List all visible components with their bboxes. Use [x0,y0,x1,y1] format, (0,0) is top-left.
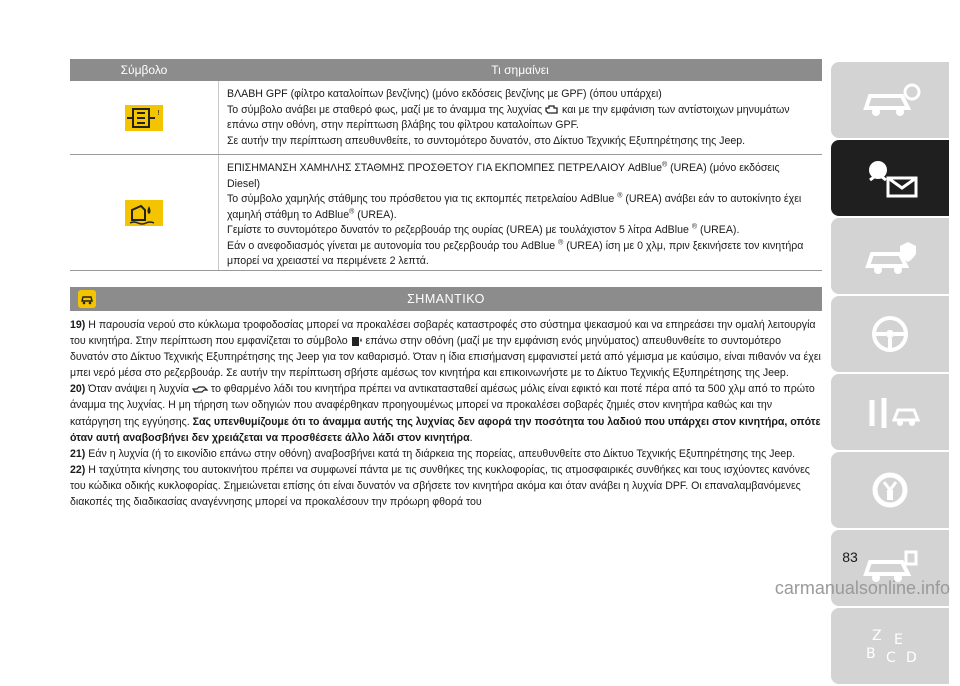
important-header [70,287,822,311]
car-safety-icon [858,234,922,278]
svg-text:D: D [906,650,917,666]
gpf-description: Το σύμβολο ανάβει με σταθερό φως, μαζί με το άναμμα της λυχνίας και με την εμφάνιση των αντίστοιχων μηνυμάτων επάνω στην οθόνη, στην περίπτωση βλάβης του φίλτρου καταλοίπων GPF. [227,103,790,131]
symbol-cell [70,155,219,270]
gpf-filter-icon [123,103,165,133]
oil-lamp-icon [192,385,208,394]
nav-tab-driving[interactable] [831,296,949,372]
adblue-refill: Γεμίστε το συντομότερο δυνατόν το ρεζερβουάρ της ουρίας (UREA) με τουλάχιστον 5 λίτρα AdBlue ® (UREA). [227,223,740,236]
symbol-cell [70,81,219,154]
nav-tab-safety[interactable] [831,218,949,294]
note-19: 19) Η παρουσία νερού στο κύκλωμα τροφοδοσίας μπορεί να προκαλέσει σοβαρές καταστροφές στο σύστημα ψεκασμού και να επηρεάσει την ομαλή λειτουργία του κινητήρα. Στην περίπτωση που εμφανίζεται το σύμβολο επάνω στην οθόνη (μαζί με την εμφάνιση ενός μηνύματος) απευθυνθείτε το συντομότερο δυνατόν στο Δίκτυο Τεχνικής Εξυπηρέτησης της Jeep για τον καθαρισμό. Όταν η ίδια επισήμανση εμφανιστεί μετά από γέμισμα με καύσιμο, είναι πιθανόν να έχει μπει νερό μέσα στο ρεζερβουάρ. Σε αυτήν την περίπτωση σβήστε αμέσως τον κινητήρα και επικοινωνήστε με το Δίκτυο Τεχνικής Εξυπηρέτησης της Jeep. [70,319,821,380]
gpf-title: ΒΛΑΒΗ GPF (φίλτρο καταλοίπων βενζίνης) (μόνο εκδόσεις βενζίνης με GPF) (όπου υπάρχει) [227,88,662,100]
svg-text:E: E [894,632,903,648]
table-header [70,59,822,81]
note-21: 21) Εάν η λυχνία (ή το εικονίδιο επάνω στην οθόνη) αναβοσβήνει κατά τη διάρκεια της πορείας, απευθυνθείτε στο Δίκτυο Τεχνικής Εξυπηρέτησης της Jeep. [70,447,796,460]
symbol-table [70,59,822,271]
car-info-icon [858,78,922,122]
wrench-car-icon [858,390,922,434]
engine-lamp-icon [545,105,559,115]
column-header-symbol: Σύμβολο [120,63,168,77]
footer-watermark: carmanualsonline.info [774,578,950,598]
adblue-zero-range: Εάν ο ανεφοδιασμός γίνεται με αυτονομία του ρεζερβουάρ του AdBlue ® (UREA) ίση με 0 χλμ, πριν ξεκινήσετε τον κινητήρα μπορεί να χρειαστεί να περιμένετε 2 λεπτά. [227,238,804,267]
adblue-level-icon [123,198,165,228]
car-warning-icon [78,290,96,308]
nav-tab-maintenance[interactable] [831,374,949,450]
dashboard-warning-icon [858,156,922,200]
note-20: 20) Όταν ανάψει η λυχνία το φθαρμένο λάδι του κινητήρα πρέπει να αντικατασταθεί αμέσως μόλις είναι εφικτό και ποτέ πέρα από τα 500 χλμ από το πρώτο άναμμα της λυχνίας. Η μη τήρηση των οδηγιών που αναφέρθηκαν προηγουμένως μπορεί να προκαλέσει σοβαρές ζημιές στον κινητήρα καθώς και την κατάργηση της εγγύησης. Σας υπενθυμίζουμε ότι το άναμμα αυτής της λυχνίας δεν αφορά την ποσότητα του λαδιού που υπάρχει στον κινητήρα, οπότε όταν αυτή αναβοσβήνει δεν χρειάζεται να προσθέσετε άλλο λάδι στον κινητήρα. [70,383,821,444]
nav-tab-index[interactable] [831,608,949,684]
meaning-cell [219,155,822,270]
important-notes [70,317,822,510]
note-22: 22) Η ταχύτητα κίνησης του αυτοκινήτου πρέπει να συμφωνεί πάντα με τις συνθήκες της κυκλοφορίας, τις ατμοσφαιρικές συνθήκες και τους ισχύοντες κανόνες του κώδικα οδικής κυκλοφορίας. Σημειώνεται επίσης ότι είναι δυνατόν να σβήσετε τον κινητήρα ακόμα και όταν ανάβει η λυχνία DPF. Οι επαναλαμβανόμενες διακοπές της διαδικασίας αναγέννησης μπορεί να προκαλέσουν την πρόωρη φθορά του [70,463,810,509]
important-title: ΣΗΜΑΝΤΙΚΟ [407,292,485,306]
nav-tab-car-info[interactable] [831,62,949,138]
nav-tab-emergency[interactable] [831,452,949,528]
nav-tab-dashboard-warnings[interactable] [831,140,949,216]
svg-text:Z: Z [872,628,882,644]
adblue-description: Το σύμβολο χαμηλής στάθμης του πρόσθετου για τις εκπομπές πετρελαίου AdBlue ® (UREA) ανάβει εάν το αυτοκίνητο έχει χαμηλή στάθμη το AdBlue® (UREA). [227,192,802,221]
adblue-title: ΕΠΙΣΗΜΑΝΣΗ ΧΑΜΗΛΗΣ ΣΤΑΘΜΗΣ ΠΡΟΣΘΕΤΟΥ ΓΙΑ ΕΚΠΟΜΠΕΣ ΠΕΤΡΕΛΑΙΟΥ AdBlue® (UREA) (μόνο εκδόσεις Diesel) [227,161,780,190]
water-in-fuel-icon [351,335,363,347]
svg-text:B: B [866,646,876,662]
svg-text:!: ! [157,108,160,117]
table-row [70,81,822,155]
svg-text:C: C [886,650,896,666]
steering-wheel-icon [858,312,922,356]
tire-warning-icon [858,468,922,512]
gpf-advice: Σε αυτήν την περίπτωση απευθυνθείτε, το συντομότερο δυνατόν, στο Δίκτυο Τεχνικής Εξυπηρέτησης της Jeep. [227,134,746,147]
table-row [70,155,822,271]
page-number: 83 [842,549,858,565]
column-header-meaning: Τι σημαίνει [491,63,549,77]
meaning-cell [219,81,822,154]
alphabet-index-icon [858,624,922,668]
